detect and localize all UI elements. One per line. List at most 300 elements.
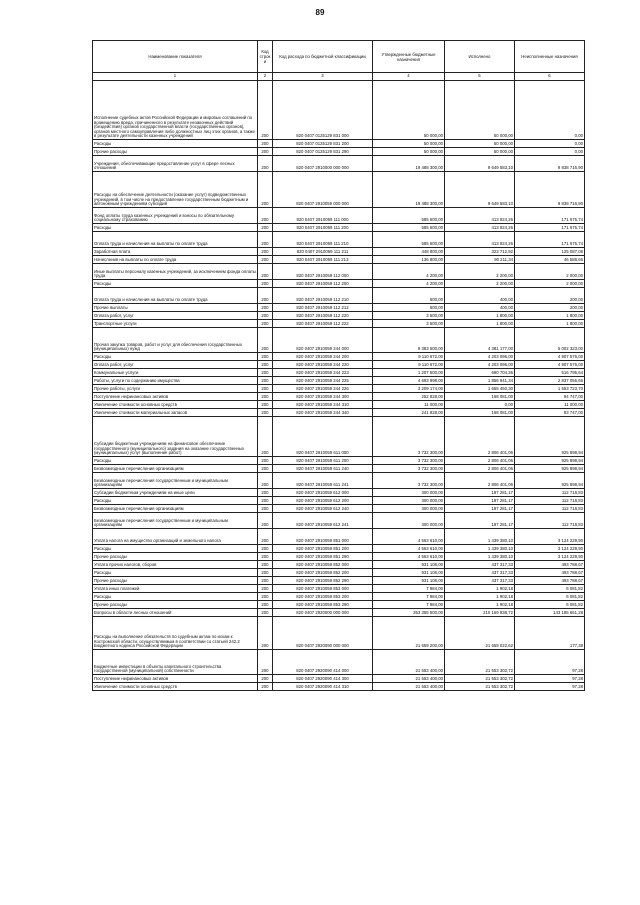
row-kbk: 820 0407 2920090 000 000 (273, 617, 373, 650)
row-name: Поступление нефинансовых активов (93, 675, 258, 683)
row-executed: 1 902,18 (445, 601, 515, 609)
row-approved: 3 600,00 (373, 312, 445, 320)
row-kbk: 820 0407 2910059 611 240 (273, 465, 373, 473)
row-approved: 585 600,00 (373, 224, 445, 232)
header-name: Наименование показателя (93, 41, 258, 73)
table-row (93, 417, 585, 457)
row-code: 200 (258, 264, 273, 280)
row-code: 200 (258, 473, 273, 489)
row-name: Безвозмездные перечисления государственным и муниципальным организациям (93, 513, 258, 529)
row-executed: 9 649 583,10 (445, 172, 515, 208)
row-code: 200 (258, 569, 273, 577)
row-name: Уплата налога на имущество организаций и земельного налога (93, 529, 258, 545)
table-row (93, 513, 585, 529)
row-code: 200 (258, 385, 273, 393)
row-approved: 7 984,00 (373, 593, 445, 601)
row-unexecuted: 1 800,00 (515, 312, 585, 320)
row-name: Увеличение стоимости основных средств (93, 683, 258, 691)
row-code: 200 (258, 280, 273, 288)
row-executed: 1 439 380,10 (445, 529, 515, 545)
row-approved: 600,00 (373, 288, 445, 304)
row-approved: 9 110 672,00 (373, 361, 445, 369)
table-row (93, 529, 585, 545)
row-code: 200 (258, 650, 273, 675)
row-code: 200 (258, 505, 273, 513)
table-row (93, 156, 585, 172)
row-approved: 4 563 610,00 (373, 553, 445, 561)
row-code: 200 (258, 172, 273, 208)
row-executed: 4 203 096,00 (445, 361, 515, 369)
row-unexecuted: 1 800,00 (515, 320, 585, 328)
budget-table (92, 40, 585, 691)
row-code: 200 (258, 561, 273, 569)
row-kbk: 820 0407 2910059 244 000 (273, 328, 373, 353)
row-name: Иные выплаты персоналу казенных учреждений, за исключением фонда оплаты труда (93, 264, 258, 280)
header-row (93, 41, 585, 73)
row-unexecuted: 493 788,67 (515, 569, 585, 577)
row-name: Начисления на выплаты по оплате труда (93, 256, 258, 264)
column-number: 6 (515, 73, 585, 81)
table-row (93, 140, 585, 148)
row-approved: 50 000,00 (373, 148, 445, 156)
column-number: 1 (93, 73, 258, 81)
row-executed: 21 553 302,72 (445, 650, 515, 675)
row-code: 200 (258, 529, 273, 545)
row-executed: 1 655 450,30 (445, 385, 515, 393)
row-executed: 413 924,26 (445, 232, 515, 248)
table-row (93, 675, 585, 683)
table-row (93, 545, 585, 553)
row-code: 200 (258, 353, 273, 361)
row-unexecuted: 6 081,82 (515, 593, 585, 601)
row-name: Уплата прочих налогов, сборов (93, 561, 258, 569)
row-name: Заработная плата (93, 248, 258, 256)
row-approved: 3 732 300,00 (373, 465, 445, 473)
row-approved: 136 800,00 (373, 256, 445, 264)
row-approved: 7 984,00 (373, 585, 445, 593)
row-approved: 11 000,00 (373, 401, 445, 409)
row-code: 200 (258, 248, 273, 256)
row-approved: 300 000,00 (373, 489, 445, 497)
table-row (93, 650, 585, 675)
row-approved: 9 110 672,00 (373, 353, 445, 361)
row-unexecuted: 200,00 (515, 288, 585, 304)
row-unexecuted: 97,28 (515, 675, 585, 683)
row-kbk: 820 0407 0125129 831 000 (273, 81, 373, 140)
row-kbk: 820 0407 0125129 831 200 (273, 140, 373, 148)
row-unexecuted: 9 838 716,90 (515, 156, 585, 172)
page-number: 89 (315, 8, 325, 17)
row-executed: 2 806 401,06 (445, 457, 515, 465)
table-row (93, 208, 585, 224)
row-approved: 9 383 500,00 (373, 328, 445, 353)
row-executed: 437 317,33 (445, 569, 515, 577)
table-row (93, 232, 585, 248)
table-row (93, 553, 585, 561)
row-name: Расходы (93, 545, 258, 553)
row-code: 200 (258, 224, 273, 232)
header-approved: Утвержденные бюджетные назначения (373, 41, 445, 73)
row-unexecuted: 46 588,66 (515, 256, 585, 264)
row-kbk: 820 0407 2910059 851 290 (273, 553, 373, 561)
table-row (93, 312, 585, 320)
row-unexecuted: 112 718,83 (515, 513, 585, 529)
row-kbk: 820 0407 2910059 612 241 (273, 513, 373, 529)
column-number: 3 (273, 73, 373, 81)
row-executed: 437 317,33 (445, 577, 515, 585)
row-kbk: 820 0407 2910059 853 000 (273, 585, 373, 593)
row-executed: 4 381 177,00 (445, 328, 515, 353)
row-executed: 187 281,17 (445, 513, 515, 529)
table-row (93, 280, 585, 288)
row-kbk: 820 0407 2910000 000 000 (273, 156, 373, 172)
table-row (93, 473, 585, 489)
row-code: 200 (258, 304, 273, 312)
row-code: 200 (258, 320, 273, 328)
row-kbk: 820 0407 2910059 111 210 (273, 232, 373, 248)
row-executed: 413 924,26 (445, 224, 515, 232)
row-approved: 931 106,00 (373, 577, 445, 585)
row-executed: 50 000,00 (445, 140, 515, 148)
row-code: 200 (258, 377, 273, 385)
row-approved: 585 600,00 (373, 208, 445, 224)
row-code: 200 (258, 328, 273, 353)
row-executed: 21 553 302,72 (445, 683, 515, 691)
row-name: Расходы (93, 593, 258, 601)
table-row (93, 593, 585, 601)
row-approved: 19 488 300,00 (373, 172, 445, 208)
row-name: Расходы (93, 140, 258, 148)
row-approved: 585 600,00 (373, 232, 445, 248)
header-row-code: Код строк и (258, 41, 273, 73)
table-row (93, 172, 585, 208)
row-code: 200 (258, 617, 273, 650)
row-unexecuted: 9 838 716,90 (515, 172, 585, 208)
row-unexecuted: 4 907 576,00 (515, 361, 585, 369)
table-row (93, 489, 585, 497)
row-code: 200 (258, 577, 273, 585)
row-unexecuted: 925 898,94 (515, 465, 585, 473)
table-row (93, 328, 585, 353)
row-executed: 2 200,00 (445, 264, 515, 280)
row-kbk: 820 0407 2920090 414 000 (273, 650, 373, 675)
row-unexecuted: 11 000,00 (515, 401, 585, 409)
row-kbk: 820 0407 2910059 244 223 (273, 369, 373, 377)
row-approved: 3 600,00 (373, 320, 445, 328)
row-unexecuted: 177,38 (515, 617, 585, 650)
row-approved: 353 355 500,00 (373, 609, 445, 617)
row-unexecuted: 2 000,00 (515, 280, 585, 288)
row-kbk: 820 0407 2910059 244 310 (273, 401, 373, 409)
row-code: 200 (258, 148, 273, 156)
table-row (93, 320, 585, 328)
row-approved: 931 106,00 (373, 561, 445, 569)
row-approved: 21 659 200,00 (373, 617, 445, 650)
row-kbk: 820 0407 2920000 000 000 (273, 609, 373, 617)
row-name: Оплата работ, услуг (93, 312, 258, 320)
column-number-row (93, 73, 585, 81)
table-body (93, 81, 585, 691)
row-approved: 241 828,00 (373, 409, 445, 417)
row-name: Прочие расходы (93, 148, 258, 156)
row-unexecuted: 97,28 (515, 683, 585, 691)
row-code: 200 (258, 369, 273, 377)
row-executed: 1 439 380,10 (445, 553, 515, 561)
row-unexecuted: 925 898,94 (515, 473, 585, 489)
row-kbk: 820 0407 2910059 852 200 (273, 569, 373, 577)
row-executed: 2 806 401,06 (445, 473, 515, 489)
row-kbk: 820 0407 2910059 112 212 (273, 304, 373, 312)
header-unexecuted: Неисполненные назначения (515, 41, 585, 73)
row-unexecuted: 6 081,82 (515, 585, 585, 593)
row-executed: 2 806 401,06 (445, 417, 515, 457)
table-row (93, 465, 585, 473)
table-row (93, 377, 585, 385)
table-row (93, 369, 585, 377)
row-unexecuted: 171 675,74 (515, 208, 585, 224)
table-row (93, 361, 585, 369)
row-kbk: 820 0407 2910059 244 300 (273, 393, 373, 401)
row-approved: 21 553 400,00 (373, 650, 445, 675)
row-code: 200 (258, 312, 273, 320)
header-kbk: Код расхода по бюджетной классификации (273, 41, 373, 73)
row-kbk: 820 0407 2910059 112 220 (273, 312, 373, 320)
row-name: Субсидии бюджетным учреждениям на финансовое обеспечение государственного (муниципального) задания на оказание государственных (муниципальных) услуг (выполнение работ) (93, 417, 258, 457)
table-row (93, 617, 585, 650)
row-name: Исполнение судебных актов Российской Федерации и мировых соглашений по возмещению вреда, причиненного в результате незаконных действий (бездействия) органов государственной власти (государственных органов), органов местного самоуправления либо должностных лиц этих органов, а также в результате деятельности казенных учреждений (93, 81, 258, 140)
row-unexecuted: 112 718,83 (515, 497, 585, 505)
row-approved: 448 800,00 (373, 248, 445, 256)
column-number: 2 (258, 73, 273, 81)
row-executed: 1 902,18 (445, 585, 515, 593)
row-name: Расходы (93, 353, 258, 361)
row-name: Фонд оплаты труда казенных учреждений и взносы по обязательному социальному страхованию (93, 208, 258, 224)
table-row (93, 288, 585, 304)
row-executed: 1 800,00 (445, 312, 515, 320)
row-name: Уплата иных платежей (93, 585, 258, 593)
row-code: 200 (258, 593, 273, 601)
row-executed: 50 000,00 (445, 148, 515, 156)
row-unexecuted: 200,00 (515, 304, 585, 312)
row-approved: 3 209 174,00 (373, 385, 445, 393)
row-name: Прочая закупка товаров, работ и услуг для обеспечения государственных (муниципальных) нужд (93, 328, 258, 353)
row-approved: 3 732 300,00 (373, 473, 445, 489)
row-kbk: 820 0407 2910059 612 000 (273, 489, 373, 497)
row-name: Оплата труда и начисления на выплаты по оплате труда (93, 232, 258, 248)
row-name: Прочие расходы (93, 553, 258, 561)
table-row (93, 353, 585, 361)
row-unexecuted: 6 081,82 (515, 601, 585, 609)
row-kbk: 820 0407 2910059 112 200 (273, 280, 373, 288)
row-code: 200 (258, 156, 273, 172)
row-unexecuted: 0,00 (515, 81, 585, 140)
row-code: 200 (258, 585, 273, 593)
row-unexecuted: 0,00 (515, 140, 585, 148)
row-approved: 300 000,00 (373, 497, 445, 505)
row-kbk: 820 0407 2910059 111 211 (273, 248, 373, 256)
row-code: 200 (258, 393, 273, 401)
row-kbk: 820 0407 2910059 111 200 (273, 224, 373, 232)
row-name: Расходы (93, 457, 258, 465)
header-executed: Исполнено (445, 41, 515, 73)
row-kbk: 820 0407 2910059 244 225 (273, 377, 373, 385)
row-executed: 187 281,17 (445, 497, 515, 505)
row-approved: 4 200,00 (373, 264, 445, 280)
row-name: Увеличение стоимости основных средств (93, 401, 258, 409)
table-row (93, 304, 585, 312)
row-code: 200 (258, 553, 273, 561)
row-executed: 21 659 022,62 (445, 617, 515, 650)
row-name: Коммунальные услуги (93, 369, 258, 377)
row-code: 200 (258, 545, 273, 553)
row-code: 200 (258, 401, 273, 409)
row-approved: 21 553 400,00 (373, 675, 445, 683)
row-approved: 21 553 400,00 (373, 683, 445, 691)
row-name: Работы, услуги по содержанию имущества (93, 377, 258, 385)
table-row (93, 505, 585, 513)
row-executed: 400,00 (445, 288, 515, 304)
column-number: 5 (445, 73, 515, 81)
row-unexecuted: 925 898,94 (515, 417, 585, 457)
row-approved: 600,00 (373, 304, 445, 312)
row-kbk: 820 0407 2910059 244 200 (273, 353, 373, 361)
row-name: Оплата работ, услуг (93, 361, 258, 369)
row-kbk: 820 0407 2910059 612 200 (273, 497, 373, 505)
table-row (93, 601, 585, 609)
row-executed: 187 281,17 (445, 505, 515, 513)
row-code: 200 (258, 601, 273, 609)
row-name: Расходы (93, 280, 258, 288)
row-approved: 4 563 610,00 (373, 545, 445, 553)
row-kbk: 820 0407 2910059 112 210 (273, 288, 373, 304)
row-code: 200 (258, 497, 273, 505)
table-row (93, 457, 585, 465)
row-unexecuted: 1 553 723,70 (515, 385, 585, 393)
row-executed: 158 081,00 (445, 393, 515, 401)
row-unexecuted: 493 788,67 (515, 561, 585, 569)
row-approved: 19 488 300,00 (373, 156, 445, 172)
row-executed: 690 704,36 (445, 369, 515, 377)
row-kbk: 820 0407 2910059 851 200 (273, 545, 373, 553)
row-name: Расходы (93, 569, 258, 577)
row-code: 200 (258, 683, 273, 691)
row-approved: 4 563 610,00 (373, 529, 445, 545)
row-name: Поступление нефинансовых активов (93, 393, 258, 401)
row-unexecuted: 2 837 056,66 (515, 377, 585, 385)
row-kbk: 820 0407 2910059 611 241 (273, 473, 373, 489)
row-name: Безвозмездные перечисления государственным и муниципальным организациям (93, 473, 258, 489)
row-executed: 437 317,33 (445, 561, 515, 569)
row-kbk: 820 0407 2910059 244 340 (273, 409, 373, 417)
row-kbk: 820 0407 2920090 414 300 (273, 675, 373, 683)
row-executed: 1 902,18 (445, 593, 515, 601)
table-row (93, 224, 585, 232)
row-kbk: 820 0407 2910059 612 240 (273, 505, 373, 513)
row-approved: 50 000,00 (373, 140, 445, 148)
row-approved: 3 732 300,00 (373, 417, 445, 457)
row-name: Вопросы в области лесных отношений (93, 609, 258, 617)
row-executed: 2 200,00 (445, 280, 515, 288)
row-kbk: 820 0407 2910059 111 000 (273, 208, 373, 224)
row-kbk: 820 0407 2910059 853 290 (273, 601, 373, 609)
row-kbk: 820 0407 2910059 111 213 (273, 256, 373, 264)
row-kbk: 820 0407 2910059 611 200 (273, 457, 373, 465)
table-row (93, 148, 585, 156)
row-code: 200 (258, 288, 273, 304)
row-unexecuted: 3 124 229,90 (515, 553, 585, 561)
row-unexecuted: 171 675,74 (515, 232, 585, 248)
row-name: Увеличение стоимости материальных запасов (93, 409, 258, 417)
row-unexecuted: 112 718,83 (515, 505, 585, 513)
row-code: 200 (258, 140, 273, 148)
table-row (93, 393, 585, 401)
row-name: Учреждения, обеспечивающие предоставление услуг в сфере лесных отношений (93, 156, 258, 172)
row-code: 200 (258, 256, 273, 264)
row-name: Оплата труда и начисления на выплаты по оплате труда (93, 288, 258, 304)
row-unexecuted: 0,00 (515, 148, 585, 156)
row-code: 200 (258, 675, 273, 683)
row-code: 200 (258, 361, 273, 369)
row-kbk: 820 0407 2910059 852 000 (273, 561, 373, 569)
row-code: 200 (258, 81, 273, 140)
row-unexecuted: 94 747,00 (515, 393, 585, 401)
row-approved: 931 106,00 (373, 569, 445, 577)
row-unexecuted: 112 718,83 (515, 489, 585, 497)
row-kbk: 820 0407 0125129 831 290 (273, 148, 373, 156)
row-name: Субсидии бюджетным учреждениям на иные цели (93, 489, 258, 497)
table-row (93, 585, 585, 593)
row-name: Транспортные услуги (93, 320, 258, 328)
table-row (93, 577, 585, 585)
row-unexecuted: 83 747,00 (515, 409, 585, 417)
row-unexecuted: 171 675,74 (515, 224, 585, 232)
row-code: 200 (258, 232, 273, 248)
row-approved: 4 200,00 (373, 280, 445, 288)
row-approved: 4 693 998,00 (373, 377, 445, 385)
row-executed: 21 553 302,72 (445, 675, 515, 683)
row-kbk: 820 0407 2910059 853 200 (273, 593, 373, 601)
row-unexecuted: 97,28 (515, 650, 585, 675)
row-executed: 158 081,00 (445, 409, 515, 417)
row-kbk: 820 0407 2910059 000 000 (273, 172, 373, 208)
table-row (93, 561, 585, 569)
row-name: Безвозмездные перечисления организациям (93, 465, 258, 473)
row-unexecuted: 143 185 661,28 (515, 609, 585, 617)
row-approved: 300 000,00 (373, 505, 445, 513)
row-unexecuted: 3 124 229,90 (515, 529, 585, 545)
row-code: 200 (258, 457, 273, 465)
row-kbk: 820 0407 2910059 852 290 (273, 577, 373, 585)
row-unexecuted: 3 124 229,90 (515, 545, 585, 553)
row-executed: 2 806 401,06 (445, 465, 515, 473)
row-code: 200 (258, 208, 273, 224)
table-row (93, 385, 585, 393)
table-row (93, 609, 585, 617)
row-executed: 323 712,92 (445, 248, 515, 256)
table-row (93, 81, 585, 140)
row-unexecuted: 5 002 323,00 (515, 328, 585, 353)
row-code: 200 (258, 409, 273, 417)
table-row (93, 401, 585, 409)
table-row (93, 256, 585, 264)
row-name: Расходы (93, 497, 258, 505)
table-row (93, 409, 585, 417)
row-name: Расходы (93, 224, 258, 232)
row-unexecuted: 2 000,00 (515, 264, 585, 280)
row-name: Прочие расходы (93, 601, 258, 609)
row-name: Бюджетные инвестиции в объекты капитального строительства государственной (муниципальной) собственности (93, 650, 258, 675)
table-row (93, 248, 585, 256)
